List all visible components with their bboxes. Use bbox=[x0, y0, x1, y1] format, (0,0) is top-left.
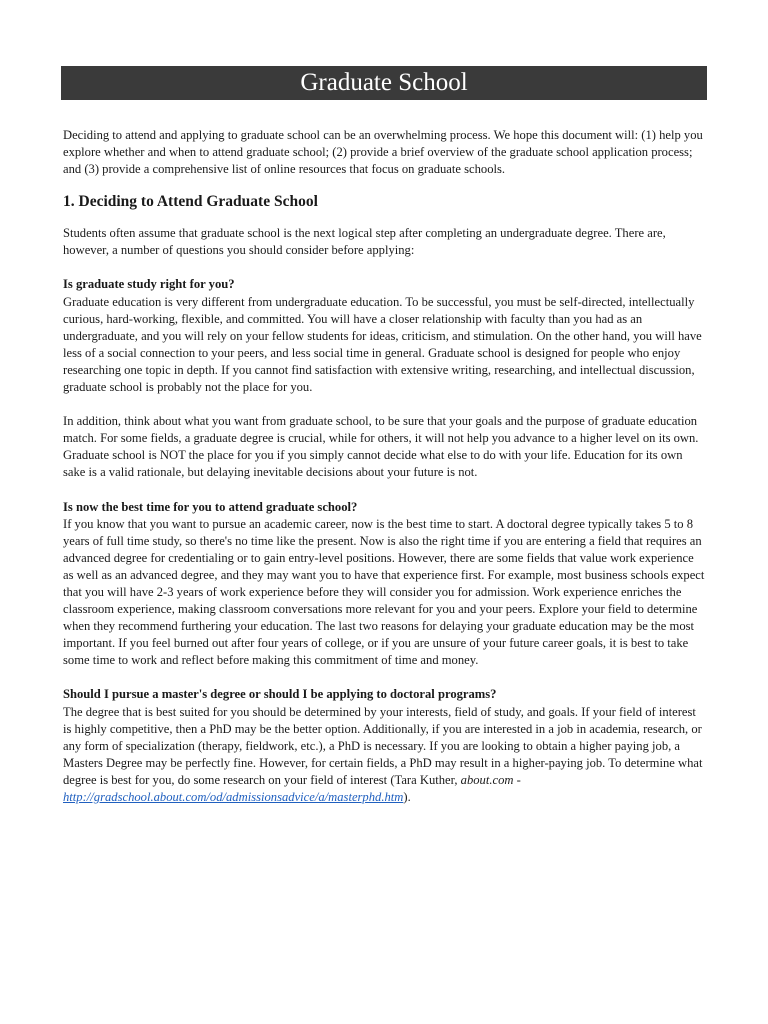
paragraph-best-time: If you know that you want to pursue an academic career, now is the best time to start. A doctoral degree typically takes 5 to 8 years of full time study, so there's no time like the present. Now is also the right time if you are entering a field that requires an advanced degree for credentialing or to gain entry-level positions. However, there are some fields that value work experience as well as an advanced degree, and they may want you to have that experience first. For example, most business schools expect that you will have 2-3 years of work experience before they will consider you for admission. Work experience enriches the classroom experience, making classroom conversations more relevant for you and your peers. Explore your field to determine when they recommend furthering your education. The last two reasons for delaying your graduate education may be the most important. If you feel burned out after four years of college, or if you are unsure of your future career goals, it is best to take some time to work and reflect before making this commitment of time and money. bbox=[63, 516, 705, 668]
citation-author: Tara Kuther, bbox=[394, 772, 461, 787]
intro-paragraph: Deciding to attend and applying to graduate school can be an overwhelming process. We hope this document will: (1) help you explore whether and when to attend graduate school; (2) provide a brief overview of the graduate school application process; and (3) provide a comprehensive list of online resources that focus on graduate schools. bbox=[63, 128, 703, 177]
section-lead-paragraph: Students often assume that graduate school is the next logical step after completing an undergraduate degree. There are, however, a number of questions you should consider before applying: bbox=[63, 226, 666, 258]
citation-dash: - bbox=[513, 772, 521, 787]
question-heading-study-right: Is graduate study right for you? bbox=[63, 277, 235, 292]
page-title: Graduate School bbox=[300, 69, 468, 96]
section-heading: 1. Deciding to Attend Graduate School bbox=[63, 193, 318, 211]
document-body bbox=[63, 127, 707, 806]
masters-text: The degree that is best suited for you should be determined by your interests, field of study, and goals. If your field of interest is highly competitive, then a PhD may be the better option. Additionally, if you are interested in a job in academia, research, or any form of specialization (therapy, fieldwork, etc.), a PhD is necessary. If you are looking to obtain a higher paying job, a Masters Degree may be perfectly fine. However, for certain fields, a PhD may result in a higher-paying job. To determine what degree is best for you, do some research on your field of interest ( bbox=[63, 704, 703, 787]
citation-link[interactable]: http://gradschool.about.com/od/admissionsadvice/a/masterphd.htm bbox=[63, 790, 404, 804]
citation-source: about.com bbox=[460, 772, 514, 787]
question-heading-masters-vs-doctoral: Should I pursue a master's degree or should I be applying to doctoral programs? bbox=[63, 687, 497, 702]
paragraph-goals: In addition, think about what you want from graduate school, to be sure that your goals and the purpose of graduate education match. For some fields, a graduate degree is crucial, while for others, it will not help you advance to a higher level on its own. Graduate school is NOT the place for you if you simply cannot decide what else to do with your life. Education for its own sake is a valid rationale, but delaying inevitable decisions about your future is not. bbox=[63, 414, 699, 480]
paragraph-study-right: Graduate education is very different from undergraduate education. To be successful, you must be self-directed, intellectually curious, hard-working, flexible, and committed. You will have a closer relationship with faculty than you had as an undergraduate, and you will rely on your fellow students for ideas, criticism, and stimulation. On the other hand, you will have less of a social connection to your peers, and less social time in general. Graduate school is designed for people who enjoy researching one topic in depth. If you cannot find satisfaction with extensive writing, researching, and intellectual discussion, graduate school is probably not the place for you. bbox=[63, 294, 702, 395]
title-banner bbox=[61, 66, 707, 100]
question-heading-best-time: Is now the best time for you to attend graduate school? bbox=[63, 499, 358, 514]
citation-end: ). bbox=[403, 790, 411, 804]
paragraph-masters-vs-doctoral bbox=[63, 704, 707, 807]
